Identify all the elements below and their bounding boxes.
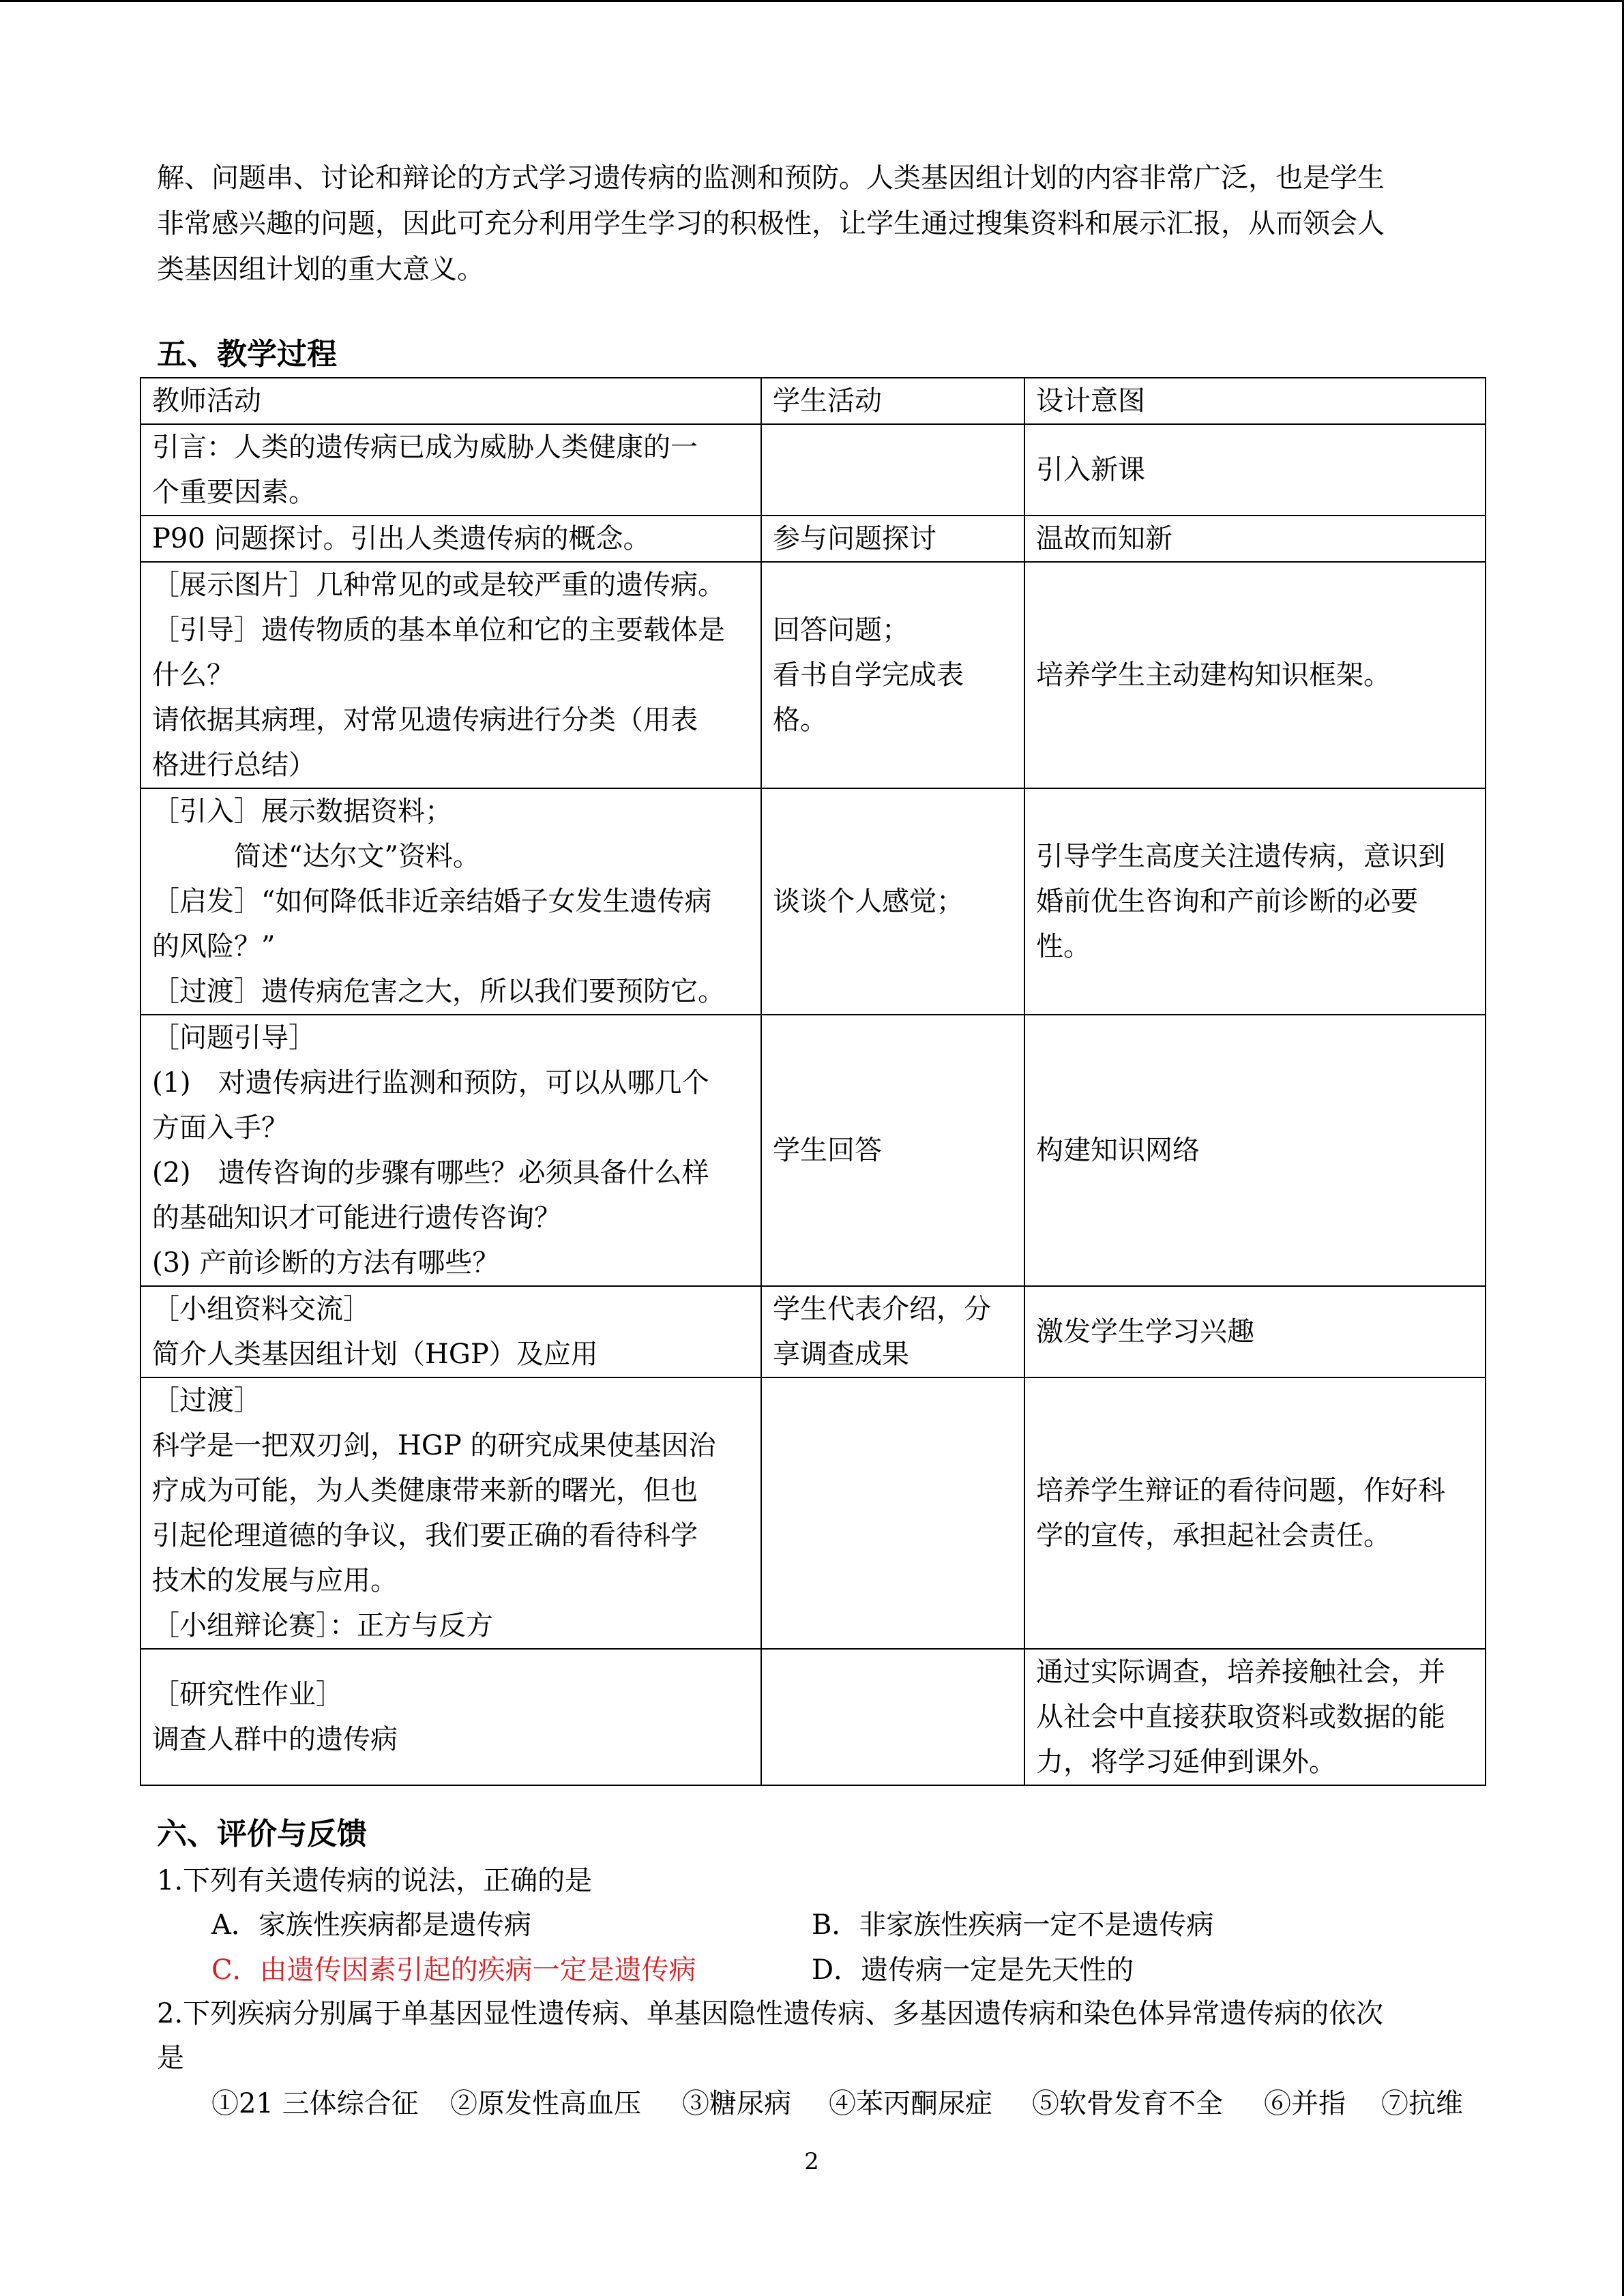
teacher-cell bbox=[141, 1377, 761, 1649]
cell-text: 婚前优生咨询和产前诊断的必要 bbox=[1036, 886, 1418, 917]
cell-text: (3) 产前诊断的方法有哪些？ bbox=[152, 1247, 500, 1279]
teacher-cell bbox=[141, 562, 761, 788]
cell-text: ［过渡］遗传病危害之大，所以我们要预防它。 bbox=[152, 976, 725, 1007]
student-cell bbox=[761, 1015, 1024, 1286]
cell-text: 科学是一把双刃剑，HGP 的研究成果使基因治 bbox=[152, 1430, 716, 1461]
cell-text: 引入新课 bbox=[1036, 454, 1145, 486]
cell-text: ［过渡］ bbox=[152, 1385, 261, 1416]
cell-text: ［小组资料交流］ bbox=[152, 1294, 370, 1325]
cell-text: 学的宣传，承担起社会责任。 bbox=[1036, 1520, 1391, 1551]
disease-item: ⑤软骨发育不全 bbox=[1032, 2088, 1223, 2119]
cell-text: 学生回答 bbox=[773, 1135, 882, 1166]
cell-text: ［展示图片］几种常见的或是较严重的遗传病。 bbox=[152, 569, 725, 601]
table-row bbox=[141, 516, 1486, 562]
cell-text: 参与问题探讨 bbox=[773, 523, 936, 554]
cell-text: 从社会中直接获取资料或数据的能 bbox=[1036, 1701, 1445, 1733]
cell-text: 性。 bbox=[1036, 931, 1091, 962]
cell-text: ［小组辩论赛］：正方与反方 bbox=[152, 1610, 493, 1641]
student-cell bbox=[761, 1649, 1024, 1785]
student-cell bbox=[761, 516, 1024, 562]
student-cell bbox=[761, 1286, 1024, 1377]
table-row bbox=[141, 788, 1486, 1015]
table-row bbox=[141, 424, 1486, 516]
question-1-stem: 1.下列有关遗传病的说法，正确的是 bbox=[157, 1865, 593, 1896]
cell-text: ［研究性作业］ bbox=[152, 1679, 343, 1710]
cell-text: 引言：人类的遗传病已成为威胁人类健康的一 bbox=[152, 432, 698, 463]
cell-text: 的基础知识才可能进行遗传咨询？ bbox=[152, 1202, 561, 1234]
cell-text: 什么？ bbox=[152, 659, 234, 691]
cell-text: ［问题引导］ bbox=[152, 1022, 316, 1054]
intent-cell bbox=[1024, 1015, 1486, 1286]
teacher-cell bbox=[141, 516, 761, 562]
cell-text: 请依据其病理，对常见遗传病进行分类（用表 bbox=[152, 704, 698, 736]
cell-text: ［引入］展示数据资料； bbox=[152, 796, 452, 827]
disease-item: ⑥并指 bbox=[1264, 2088, 1346, 2119]
intent-cell bbox=[1024, 1377, 1486, 1649]
student-cell bbox=[761, 1377, 1024, 1649]
teacher-cell bbox=[141, 1286, 761, 1377]
intent-cell bbox=[1024, 424, 1486, 516]
question-1-option-c-answer: C．由遗传因素引起的疾病一定是遗传病 bbox=[211, 1954, 696, 1986]
teacher-cell bbox=[141, 424, 761, 516]
intent-cell bbox=[1024, 788, 1486, 1015]
question-1-option-d: D．遗传病一定是先天性的 bbox=[812, 1954, 1134, 1986]
header-cell: 教师活动 bbox=[141, 378, 761, 424]
cell-text: 调查人群中的遗传病 bbox=[152, 1724, 398, 1755]
cell-text: P90 问题探讨。引出人类遗传病的概念。 bbox=[152, 523, 651, 554]
cell-text: 培养学生主动建构知识框架。 bbox=[1036, 659, 1391, 691]
student-cell bbox=[761, 424, 1024, 516]
question-2-stem-continued: 是 bbox=[157, 2042, 184, 2074]
cell-text: 格进行总结） bbox=[152, 749, 316, 781]
cell-text: 格。 bbox=[773, 704, 827, 736]
question-1-option-b: B．非家族性疾病一定不是遗传病 bbox=[812, 1909, 1214, 1941]
student-cell bbox=[761, 562, 1024, 788]
cell-text: 方面入手？ bbox=[152, 1112, 289, 1144]
cell-text: 技术的发展与应用。 bbox=[152, 1565, 398, 1596]
student-cell bbox=[761, 788, 1024, 1015]
teacher-cell bbox=[141, 788, 761, 1015]
cell-text: 个重要因素。 bbox=[152, 477, 316, 508]
cell-text: 疗成为可能，为人类健康带来新的曙光，但也 bbox=[152, 1475, 698, 1506]
cell-text: 享调查成果 bbox=[773, 1339, 909, 1370]
section-heading-teaching-process: 五、教学过程 bbox=[157, 337, 337, 372]
cell-text: 引起伦理道德的争议，我们要正确的看待科学 bbox=[152, 1520, 698, 1551]
cell-text: (1) 对遗传病进行监测和预防，可以从哪几个 bbox=[152, 1067, 709, 1099]
intro-line: 非常感兴趣的问题，因此可充分利用学生学习的积极性，让学生通过搜集资料和展示汇报，从而领会人 bbox=[157, 208, 1385, 239]
disease-item: ④苯丙酮尿症 bbox=[829, 2088, 992, 2119]
cell-text: 回答问题； bbox=[773, 614, 909, 646]
cell-text: ［引导］遗传物质的基本单位和它的主要载体是 bbox=[152, 614, 725, 646]
teacher-cell bbox=[141, 1015, 761, 1286]
intro-line: 类基因组计划的重大意义。 bbox=[157, 254, 484, 285]
cell-text: 激发学生学习兴趣 bbox=[1036, 1316, 1254, 1347]
disease-item: ①21 三体综合征 bbox=[211, 2088, 419, 2119]
intro-paragraph bbox=[157, 155, 1480, 293]
teaching-process-table bbox=[140, 377, 1486, 1786]
intent-cell bbox=[1024, 1286, 1486, 1377]
header-cell: 设计意图 bbox=[1024, 378, 1486, 424]
table-row bbox=[141, 1377, 1486, 1649]
teacher-cell bbox=[141, 1649, 761, 1785]
cell-text: 力，将学习延伸到课外。 bbox=[1036, 1746, 1336, 1778]
table-header-row bbox=[141, 378, 1486, 424]
page-border bbox=[0, 0, 1624, 2]
cell-text: 简述“达尔文”资料。 bbox=[234, 841, 480, 872]
intent-cell bbox=[1024, 516, 1486, 562]
table-row bbox=[141, 562, 1486, 788]
disease-item: ③糖尿病 bbox=[682, 2088, 791, 2119]
table-row bbox=[141, 1286, 1486, 1377]
cell-text: 引导学生高度关注遗传病，意识到 bbox=[1036, 841, 1445, 872]
cell-text: 温故而知新 bbox=[1036, 523, 1172, 554]
cell-text: 通过实际调查，培养接触社会，并 bbox=[1036, 1656, 1445, 1688]
cell-text: 培养学生辩证的看待问题，作好科 bbox=[1036, 1475, 1445, 1506]
disease-item: ⑦抗维 bbox=[1381, 2088, 1463, 2119]
table-row bbox=[141, 1015, 1486, 1286]
page-number: 2 bbox=[804, 2148, 819, 2175]
section-heading-evaluation: 六、评价与反馈 bbox=[157, 1817, 367, 1851]
intent-cell bbox=[1024, 1649, 1486, 1785]
cell-text: 学生代表介绍，分 bbox=[773, 1294, 991, 1325]
header-cell: 学生活动 bbox=[761, 378, 1024, 424]
question-1-option-a: A．家族性疾病都是遗传病 bbox=[211, 1909, 531, 1941]
cell-text: 看书自学完成表 bbox=[773, 659, 964, 691]
cell-text: 谈谈个人感觉； bbox=[773, 886, 964, 917]
cell-text: ［启发］“如何降低非近亲结婚子女发生遗传病 bbox=[152, 886, 712, 917]
cell-text: (2) 遗传咨询的步骤有哪些？必须具备什么样 bbox=[152, 1157, 709, 1189]
intro-line: 解、问题串、讨论和辩论的方式学习遗传病的监测和预防。人类基因组计划的内容非常广泛，也是学生 bbox=[157, 162, 1385, 194]
question-2-stem: 2.下列疾病分别属于单基因显性遗传病、单基因隐性遗传病、多基因遗传病和染色体异常遗传病的依次 bbox=[157, 1998, 1384, 2029]
intent-cell bbox=[1024, 562, 1486, 788]
table-row bbox=[141, 1649, 1486, 1785]
cell-text: 的风险？” bbox=[152, 931, 276, 962]
cell-text: 简介人类基因组计划（HGP）及应用 bbox=[152, 1339, 598, 1370]
cell-text: 构建知识网络 bbox=[1036, 1135, 1200, 1166]
disease-item: ②原发性高血压 bbox=[450, 2088, 641, 2119]
